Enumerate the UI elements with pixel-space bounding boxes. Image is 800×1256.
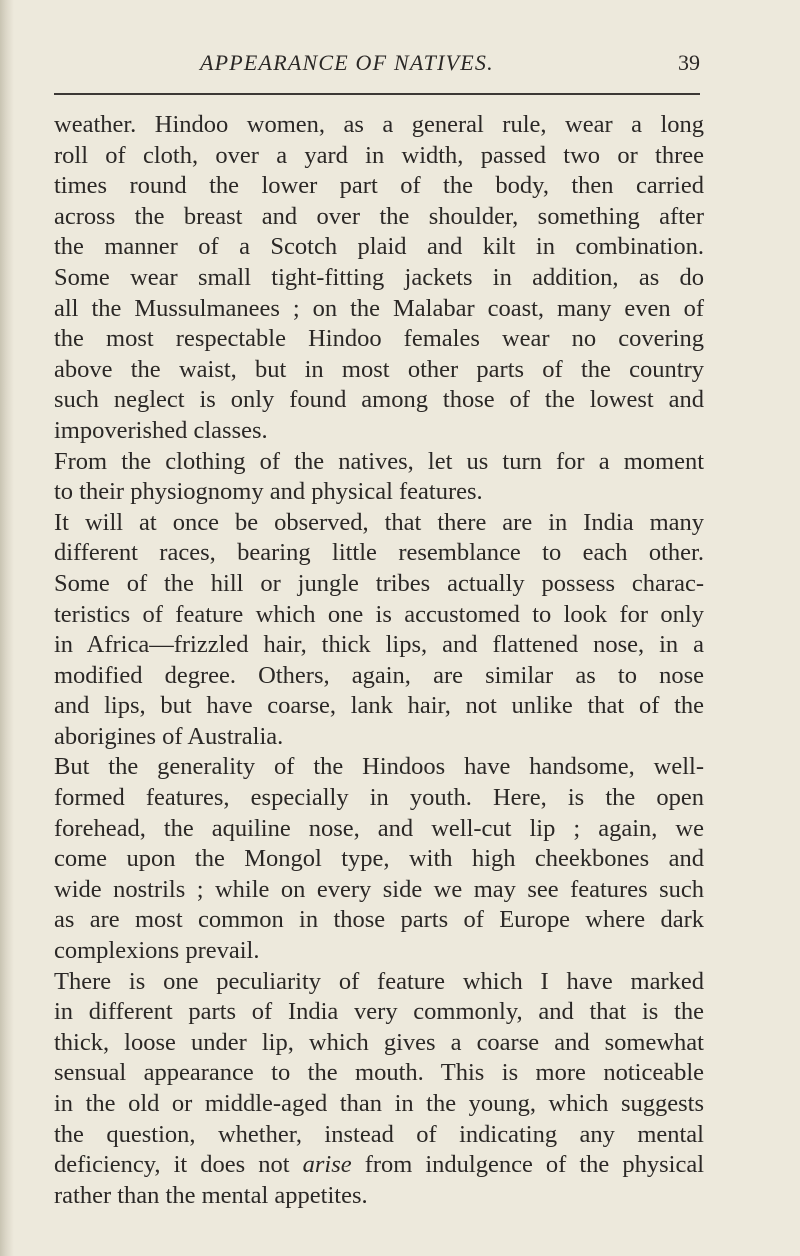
text-line: come upon the Mongol type, with high cheekbones and bbox=[54, 845, 704, 873]
text-line: thick, loose under lip, which gives a coarse and somewhat bbox=[54, 1028, 704, 1056]
text-line: the most respectable Hindoo females wear no covering bbox=[54, 325, 704, 353]
text-line: in different parts of India very commonly, and that is the bbox=[54, 998, 704, 1026]
text-line: all the Mussulmanees ; on the Malabar coast, many even of bbox=[54, 294, 704, 322]
book-page bbox=[54, 0, 759, 1256]
paragraph bbox=[54, 110, 704, 447]
text-line: rather than the mental appetites. bbox=[54, 1181, 368, 1209]
text-line: to their physiognomy and physical features. bbox=[54, 478, 483, 506]
paragraph bbox=[54, 508, 704, 753]
line-segment: deficiency, it does not bbox=[54, 1151, 290, 1179]
paragraph bbox=[54, 752, 704, 966]
body-text bbox=[54, 110, 704, 1211]
text-line: as are most common in those parts of Europe where dark bbox=[54, 906, 704, 934]
text-line: formed features, especially in youth. Here, is the open bbox=[54, 784, 704, 812]
text-line: weather. Hindoo women, as a general rule, wear a long bbox=[54, 111, 704, 138]
text-line: wide nostrils ; while on every side we may see features such bbox=[54, 875, 704, 903]
text-line: above the waist, but in most other parts of the country bbox=[54, 355, 704, 383]
text-line: such neglect is only found among those of the lowest and bbox=[54, 386, 704, 414]
text-line: aborigines of Australia. bbox=[54, 722, 284, 750]
paragraph bbox=[54, 447, 704, 508]
header-rule bbox=[54, 93, 700, 95]
text-line: in Africa—frizzled hair, thick lips, and flattened nose, in a bbox=[54, 631, 704, 659]
text-line: times round the lower part of the body, then carried bbox=[54, 172, 704, 200]
text-line: across the breast and over the shoulder, something after bbox=[54, 202, 704, 230]
binding-gutter-shadow bbox=[0, 0, 14, 1256]
text-line: forehead, the aquiline nose, and well-cut lip ; again, we bbox=[54, 814, 704, 842]
text-line: Some of the hill or jungle tribes actually possess charac- bbox=[54, 569, 704, 597]
text-line: It will at once be observed, that there are in India many bbox=[54, 508, 704, 536]
text-line: sensual appearance to the mouth. This is more noticeable bbox=[54, 1059, 704, 1087]
text-line: and lips, but have coarse, lank hair, not unlike that of the bbox=[54, 692, 704, 720]
line-segment: from indulgence of the physical bbox=[364, 1151, 705, 1179]
text-line: complexions prevail. bbox=[54, 937, 260, 965]
running-title: APPEARANCE OF NATIVES. bbox=[200, 50, 494, 75]
italic-emphasis: arise bbox=[302, 1151, 352, 1179]
text-line: roll of cloth, over a yard in width, passed two or three bbox=[54, 141, 704, 169]
text-line: impoverished classes. bbox=[54, 416, 268, 444]
text-line: modified degree. Others, again, are similar as to nose bbox=[54, 661, 704, 689]
text-line: teristics of feature which one is accustomed to look for only bbox=[54, 600, 704, 628]
text-line: Some wear small tight-fitting jackets in addition, as do bbox=[54, 263, 704, 291]
text-line: the manner of a Scotch plaid and kilt in combination. bbox=[54, 233, 704, 261]
text-line-with-emphasis bbox=[54, 1150, 704, 1181]
text-line: From the clothing of the natives, let us turn for a moment bbox=[54, 447, 704, 475]
text-line: There is one peculiarity of feature which I have marked bbox=[54, 967, 704, 995]
text-line: different races, bearing little resemblance to each other. bbox=[54, 539, 704, 567]
text-line: in the old or middle-aged than in the young, which suggests bbox=[54, 1090, 704, 1117]
page-number: 39 bbox=[678, 50, 700, 75]
text-line: But the generality of the Hindoos have handsome, well- bbox=[54, 753, 704, 781]
running-head bbox=[54, 50, 700, 90]
paragraph bbox=[54, 967, 704, 1212]
text-line: the question, whether, instead of indicating any mental bbox=[54, 1120, 704, 1148]
